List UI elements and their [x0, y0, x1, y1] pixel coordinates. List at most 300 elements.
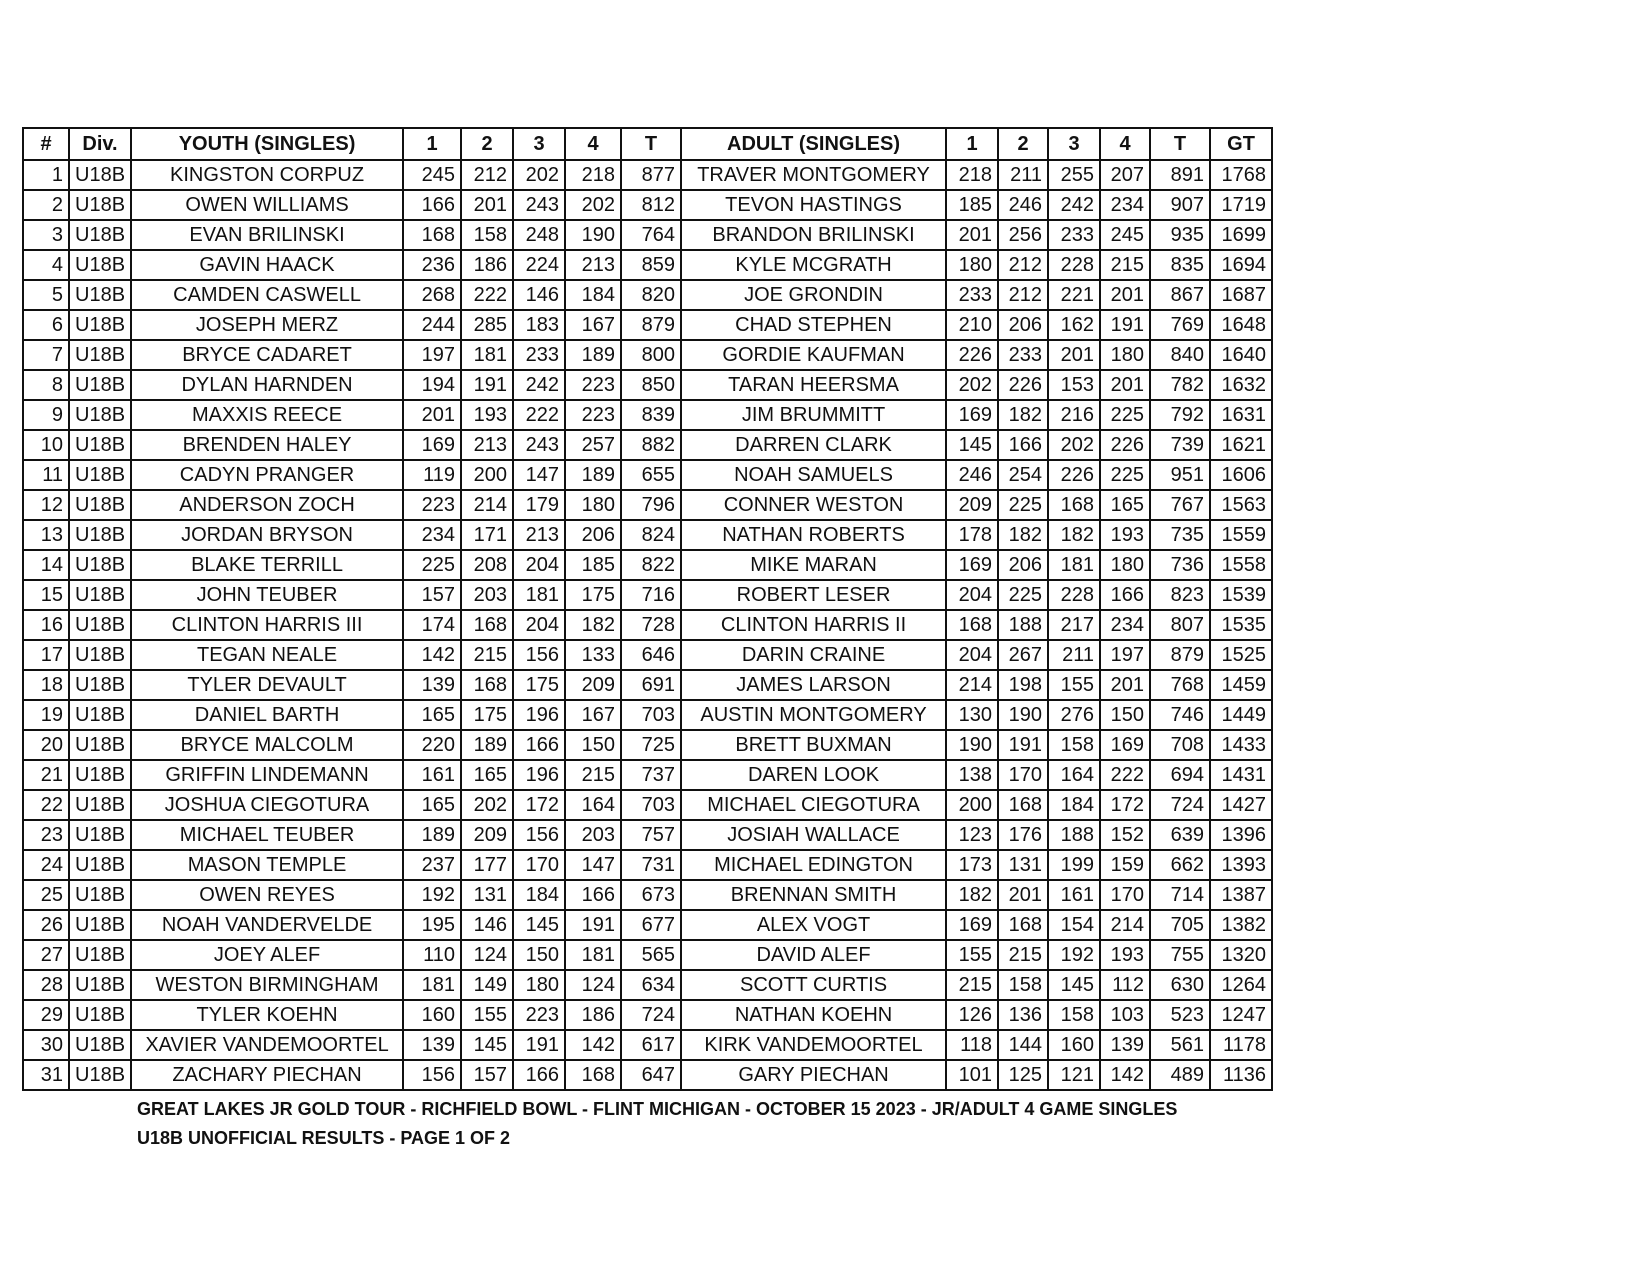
- table-cell: 156: [513, 820, 565, 850]
- table-cell: 204: [946, 640, 998, 670]
- table-cell: 222: [513, 400, 565, 430]
- column-header: ADULT (SINGLES): [681, 128, 946, 160]
- table-cell: 162: [1048, 310, 1100, 340]
- table-cell: 206: [565, 520, 621, 550]
- table-cell: 228: [1048, 250, 1100, 280]
- table-cell: 180: [946, 250, 998, 280]
- table-row: [23, 640, 1272, 670]
- table-cell: 146: [461, 910, 513, 940]
- table-cell: 223: [565, 370, 621, 400]
- table-cell: U18B: [69, 280, 131, 310]
- table-cell: U18B: [69, 820, 131, 850]
- table-cell: 192: [1048, 940, 1100, 970]
- table-cell: NATHAN KOEHN: [681, 1000, 946, 1030]
- column-header: #: [23, 128, 69, 160]
- table-cell: 823: [1150, 580, 1210, 610]
- table-cell: U18B: [69, 700, 131, 730]
- table-cell: 166: [513, 1060, 565, 1090]
- table-row: [23, 820, 1272, 850]
- table-cell: U18B: [69, 160, 131, 190]
- table-cell: CHAD STEPHEN: [681, 310, 946, 340]
- table-cell: 877: [621, 160, 681, 190]
- table-cell: 166: [565, 880, 621, 910]
- table-cell: TEGAN NEALE: [131, 640, 403, 670]
- table-cell: 165: [461, 760, 513, 790]
- table-cell: 850: [621, 370, 681, 400]
- table-cell: 225: [998, 580, 1048, 610]
- table-cell: 118: [946, 1030, 998, 1060]
- table-cell: U18B: [69, 850, 131, 880]
- table-cell: GAVIN HAACK: [131, 250, 403, 280]
- table-cell: 1247: [1210, 1000, 1272, 1030]
- table-cell: U18B: [69, 460, 131, 490]
- table-cell: 201: [1100, 280, 1150, 310]
- table-cell: 13: [23, 520, 69, 550]
- table-cell: 210: [946, 310, 998, 340]
- table-cell: 197: [1100, 640, 1150, 670]
- table-cell: U18B: [69, 250, 131, 280]
- column-header: Div.: [69, 128, 131, 160]
- table-cell: U18B: [69, 1030, 131, 1060]
- table-cell: 169: [946, 400, 998, 430]
- table-cell: 782: [1150, 370, 1210, 400]
- table-cell: 714: [1150, 880, 1210, 910]
- table-cell: 196: [513, 760, 565, 790]
- table-cell: 182: [946, 880, 998, 910]
- table-cell: 152: [1100, 820, 1150, 850]
- table-cell: 181: [1048, 550, 1100, 580]
- table-row: [23, 730, 1272, 760]
- table-cell: 160: [1048, 1030, 1100, 1060]
- table-cell: NOAH SAMUELS: [681, 460, 946, 490]
- table-cell: U18B: [69, 190, 131, 220]
- table-cell: 164: [1048, 760, 1100, 790]
- table-cell: 174: [403, 610, 461, 640]
- table-cell: 268: [403, 280, 461, 310]
- table-cell: 224: [513, 250, 565, 280]
- table-cell: 206: [998, 550, 1048, 580]
- table-cell: 150: [513, 940, 565, 970]
- table-cell: 226: [946, 340, 998, 370]
- table-cell: U18B: [69, 940, 131, 970]
- table-cell: 146: [513, 280, 565, 310]
- table-cell: 867: [1150, 280, 1210, 310]
- table-cell: 169: [946, 550, 998, 580]
- table-row: [23, 220, 1272, 250]
- table-cell: 223: [513, 1000, 565, 1030]
- table-cell: 561: [1150, 1030, 1210, 1060]
- table-cell: 234: [403, 520, 461, 550]
- table-cell: DYLAN HARNDEN: [131, 370, 403, 400]
- table-cell: 180: [1100, 550, 1150, 580]
- table-cell: 158: [1048, 730, 1100, 760]
- table-cell: 6: [23, 310, 69, 340]
- table-cell: CLINTON HARRIS II: [681, 610, 946, 640]
- table-cell: OWEN REYES: [131, 880, 403, 910]
- table-cell: DARREN CLARK: [681, 430, 946, 460]
- column-header: 4: [565, 128, 621, 160]
- table-cell: 171: [461, 520, 513, 550]
- table-cell: 150: [565, 730, 621, 760]
- table-cell: 9: [23, 400, 69, 430]
- table-cell: DAREN LOOK: [681, 760, 946, 790]
- table-cell: 800: [621, 340, 681, 370]
- table-cell: 175: [461, 700, 513, 730]
- table-cell: TYLER DEVAULT: [131, 670, 403, 700]
- table-cell: 26: [23, 910, 69, 940]
- table-cell: 243: [513, 430, 565, 460]
- table-row: [23, 850, 1272, 880]
- table-cell: 180: [513, 970, 565, 1000]
- table-cell: BLAKE TERRILL: [131, 550, 403, 580]
- table-cell: CAMDEN CASWELL: [131, 280, 403, 310]
- table-cell: 182: [998, 520, 1048, 550]
- footer-page-line: U18B UNOFFICIAL RESULTS - PAGE 1 OF 2: [137, 1128, 511, 1148]
- table-cell: 215: [998, 940, 1048, 970]
- table-cell: 225: [403, 550, 461, 580]
- table-cell: MIKE MARAN: [681, 550, 946, 580]
- footer-event-line: GREAT LAKES JR GOLD TOUR - RICHFIELD BOWL - FLINT MICHIGAN - OCTOBER 15 2023 - JR/ADULT 4 GAME SINGLES: [137, 1099, 1178, 1119]
- table-cell: 215: [1100, 250, 1150, 280]
- table-cell: 169: [1100, 730, 1150, 760]
- table-cell: 655: [621, 460, 681, 490]
- table-cell: 182: [998, 400, 1048, 430]
- table-cell: 186: [565, 1000, 621, 1030]
- table-cell: 147: [513, 460, 565, 490]
- table-cell: 764: [621, 220, 681, 250]
- table-cell: U18B: [69, 310, 131, 340]
- table-cell: 25: [23, 880, 69, 910]
- table-cell: DAVID ALEF: [681, 940, 946, 970]
- table-cell: BRETT BUXMAN: [681, 730, 946, 760]
- table-cell: 145: [513, 910, 565, 940]
- table-cell: U18B: [69, 790, 131, 820]
- table-cell: 189: [565, 340, 621, 370]
- table-cell: 166: [403, 190, 461, 220]
- table-cell: 201: [998, 880, 1048, 910]
- table-cell: 180: [1100, 340, 1150, 370]
- table-cell: U18B: [69, 760, 131, 790]
- table-cell: 1433: [1210, 730, 1272, 760]
- table-cell: 191: [1100, 310, 1150, 340]
- table-cell: 673: [621, 880, 681, 910]
- table-cell: 204: [513, 610, 565, 640]
- table-cell: 209: [565, 670, 621, 700]
- table-cell: 222: [461, 280, 513, 310]
- table-cell: 225: [1100, 460, 1150, 490]
- table-cell: 150: [1100, 700, 1150, 730]
- table-cell: OWEN WILLIAMS: [131, 190, 403, 220]
- table-cell: 202: [513, 160, 565, 190]
- table-cell: 724: [621, 1000, 681, 1030]
- table-cell: 169: [403, 430, 461, 460]
- table-cell: 169: [946, 910, 998, 940]
- table-row: [23, 790, 1272, 820]
- table-cell: 189: [565, 460, 621, 490]
- table-cell: 192: [403, 880, 461, 910]
- table-row: [23, 280, 1272, 310]
- table-cell: 145: [946, 430, 998, 460]
- table-cell: 178: [946, 520, 998, 550]
- table-cell: 882: [621, 430, 681, 460]
- table-cell: 200: [461, 460, 513, 490]
- table-cell: ZACHARY PIECHAN: [131, 1060, 403, 1090]
- table-cell: 131: [461, 880, 513, 910]
- table-cell: JIM BRUMMITT: [681, 400, 946, 430]
- table-cell: 208: [461, 550, 513, 580]
- table-cell: 1449: [1210, 700, 1272, 730]
- table-cell: 142: [1100, 1060, 1150, 1090]
- table-cell: 189: [403, 820, 461, 850]
- table-cell: 891: [1150, 160, 1210, 190]
- table-cell: 254: [998, 460, 1048, 490]
- table-cell: U18B: [69, 880, 131, 910]
- table-cell: U18B: [69, 970, 131, 1000]
- table-row: [23, 700, 1272, 730]
- table-cell: 198: [998, 670, 1048, 700]
- table-cell: 181: [513, 580, 565, 610]
- table-cell: 1525: [1210, 640, 1272, 670]
- table-cell: 8: [23, 370, 69, 400]
- table-cell: 215: [946, 970, 998, 1000]
- table-cell: MICHAEL EDINGTON: [681, 850, 946, 880]
- table-cell: AUSTIN MONTGOMERY: [681, 700, 946, 730]
- table-cell: 233: [1048, 220, 1100, 250]
- table-cell: 244: [403, 310, 461, 340]
- table-cell: 181: [403, 970, 461, 1000]
- table-cell: 285: [461, 310, 513, 340]
- table-cell: 3: [23, 220, 69, 250]
- table-cell: 181: [461, 340, 513, 370]
- table-cell: 103: [1100, 1000, 1150, 1030]
- table-cell: 1387: [1210, 880, 1272, 910]
- table-cell: 180: [565, 490, 621, 520]
- table-row: [23, 370, 1272, 400]
- table-cell: 211: [1048, 640, 1100, 670]
- table-cell: 183: [513, 310, 565, 340]
- table-cell: U18B: [69, 220, 131, 250]
- table-cell: 154: [1048, 910, 1100, 940]
- table-cell: 185: [565, 550, 621, 580]
- table-cell: 201: [461, 190, 513, 220]
- table-cell: 170: [513, 850, 565, 880]
- table-cell: 223: [403, 490, 461, 520]
- table-cell: 634: [621, 970, 681, 1000]
- table-cell: 739: [1150, 430, 1210, 460]
- table-cell: 123: [946, 820, 998, 850]
- table-cell: 1459: [1210, 670, 1272, 700]
- table-cell: 179: [513, 490, 565, 520]
- results-table: [22, 127, 1273, 1091]
- table-cell: 214: [461, 490, 513, 520]
- table-cell: 121: [1048, 1060, 1100, 1090]
- table-cell: ROBERT LESER: [681, 580, 946, 610]
- table-cell: 736: [1150, 550, 1210, 580]
- table-cell: U18B: [69, 550, 131, 580]
- table-cell: XAVIER VANDEMOORTEL: [131, 1030, 403, 1060]
- column-header: T: [1150, 128, 1210, 160]
- table-cell: 30: [23, 1030, 69, 1060]
- table-cell: 184: [513, 880, 565, 910]
- table-cell: 1631: [1210, 400, 1272, 430]
- table-cell: 166: [1100, 580, 1150, 610]
- table-cell: GRIFFIN LINDEMANN: [131, 760, 403, 790]
- table-cell: 1719: [1210, 190, 1272, 220]
- table-cell: 158: [1048, 1000, 1100, 1030]
- table-cell: 214: [946, 670, 998, 700]
- table-cell: 755: [1150, 940, 1210, 970]
- table-cell: 234: [1100, 190, 1150, 220]
- table-cell: 242: [1048, 190, 1100, 220]
- table-cell: 10: [23, 430, 69, 460]
- table-cell: 1431: [1210, 760, 1272, 790]
- table-cell: 202: [1048, 430, 1100, 460]
- table-cell: CONNER WESTON: [681, 490, 946, 520]
- table-row: [23, 460, 1272, 490]
- table-cell: 215: [565, 760, 621, 790]
- table-cell: 145: [461, 1030, 513, 1060]
- table-cell: 139: [403, 1030, 461, 1060]
- table-cell: 101: [946, 1060, 998, 1090]
- table-cell: U18B: [69, 610, 131, 640]
- table-row: [23, 190, 1272, 220]
- table-cell: KYLE MCGRATH: [681, 250, 946, 280]
- table-cell: 200: [946, 790, 998, 820]
- table-cell: 209: [461, 820, 513, 850]
- table-cell: 565: [621, 940, 681, 970]
- table-cell: 1393: [1210, 850, 1272, 880]
- table-cell: 639: [1150, 820, 1210, 850]
- table-cell: 193: [1100, 940, 1150, 970]
- table-cell: 177: [461, 850, 513, 880]
- column-header: T: [621, 128, 681, 160]
- table-cell: JORDAN BRYSON: [131, 520, 403, 550]
- table-cell: 211: [998, 160, 1048, 190]
- document-footer: [137, 1095, 1177, 1153]
- table-row: [23, 550, 1272, 580]
- table-cell: 1563: [1210, 490, 1272, 520]
- table-cell: 824: [621, 520, 681, 550]
- table-row: [23, 340, 1272, 370]
- table-row: [23, 580, 1272, 610]
- table-cell: 139: [403, 670, 461, 700]
- table-cell: 1178: [1210, 1030, 1272, 1060]
- table-cell: 168: [565, 1060, 621, 1090]
- table-cell: 194: [403, 370, 461, 400]
- table-row: [23, 1000, 1272, 1030]
- table-cell: 728: [621, 610, 681, 640]
- table-row: [23, 490, 1272, 520]
- table-cell: GORDIE KAUFMAN: [681, 340, 946, 370]
- table-cell: MICHAEL CIEGOTURA: [681, 790, 946, 820]
- table-cell: 207: [1100, 160, 1150, 190]
- table-cell: 228: [1048, 580, 1100, 610]
- table-cell: 1539: [1210, 580, 1272, 610]
- table-cell: 166: [998, 430, 1048, 460]
- table-cell: 124: [565, 970, 621, 1000]
- table-cell: EVAN BRILINSKI: [131, 220, 403, 250]
- table-cell: U18B: [69, 670, 131, 700]
- table-cell: 222: [1100, 760, 1150, 790]
- table-row: [23, 760, 1272, 790]
- table-cell: 164: [565, 790, 621, 820]
- table-cell: 1694: [1210, 250, 1272, 280]
- table-cell: 646: [621, 640, 681, 670]
- table-cell: 182: [1048, 520, 1100, 550]
- table-cell: 11: [23, 460, 69, 490]
- table-cell: 191: [565, 910, 621, 940]
- table-cell: 28: [23, 970, 69, 1000]
- table-cell: 165: [403, 700, 461, 730]
- table-cell: 209: [946, 490, 998, 520]
- table-cell: 202: [946, 370, 998, 400]
- table-cell: 812: [621, 190, 681, 220]
- table-cell: 1320: [1210, 940, 1272, 970]
- table-cell: 1640: [1210, 340, 1272, 370]
- table-cell: 256: [998, 220, 1048, 250]
- table-cell: 186: [461, 250, 513, 280]
- table-cell: 237: [403, 850, 461, 880]
- results-body: [23, 160, 1272, 1090]
- table-cell: 145: [1048, 970, 1100, 1000]
- table-cell: 168: [1048, 490, 1100, 520]
- table-cell: 243: [513, 190, 565, 220]
- results-sheet: [22, 127, 1273, 1091]
- table-cell: 935: [1150, 220, 1210, 250]
- table-cell: BRENDEN HALEY: [131, 430, 403, 460]
- table-cell: 168: [998, 910, 1048, 940]
- table-cell: 212: [998, 250, 1048, 280]
- table-cell: 216: [1048, 400, 1100, 430]
- table-cell: 1559: [1210, 520, 1272, 550]
- table-cell: 18: [23, 670, 69, 700]
- table-cell: ALEX VOGT: [681, 910, 946, 940]
- table-cell: U18B: [69, 520, 131, 550]
- table-cell: TARAN HEERSMA: [681, 370, 946, 400]
- table-cell: BRENNAN SMITH: [681, 880, 946, 910]
- table-cell: 767: [1150, 490, 1210, 520]
- table-cell: 7: [23, 340, 69, 370]
- table-cell: 136: [998, 1000, 1048, 1030]
- table-cell: 202: [461, 790, 513, 820]
- table-cell: 188: [1048, 820, 1100, 850]
- table-cell: 879: [621, 310, 681, 340]
- table-cell: 189: [461, 730, 513, 760]
- table-cell: 31: [23, 1060, 69, 1090]
- table-cell: U18B: [69, 730, 131, 760]
- table-cell: JOSEPH MERZ: [131, 310, 403, 340]
- table-cell: 214: [1100, 910, 1150, 940]
- table-row: [23, 160, 1272, 190]
- table-cell: 807: [1150, 610, 1210, 640]
- table-cell: 242: [513, 370, 565, 400]
- table-cell: 218: [565, 160, 621, 190]
- table-cell: 796: [621, 490, 681, 520]
- table-cell: 822: [621, 550, 681, 580]
- table-cell: 2: [23, 190, 69, 220]
- table-cell: JOSHUA CIEGOTURA: [131, 790, 403, 820]
- column-header: 4: [1100, 128, 1150, 160]
- table-cell: BRYCE CADARET: [131, 340, 403, 370]
- table-cell: 158: [998, 970, 1048, 1000]
- table-cell: 166: [513, 730, 565, 760]
- table-cell: 212: [461, 160, 513, 190]
- table-cell: 201: [1100, 670, 1150, 700]
- table-cell: 168: [998, 790, 1048, 820]
- table-row: [23, 970, 1272, 1000]
- table-cell: 195: [403, 910, 461, 940]
- table-row: [23, 430, 1272, 460]
